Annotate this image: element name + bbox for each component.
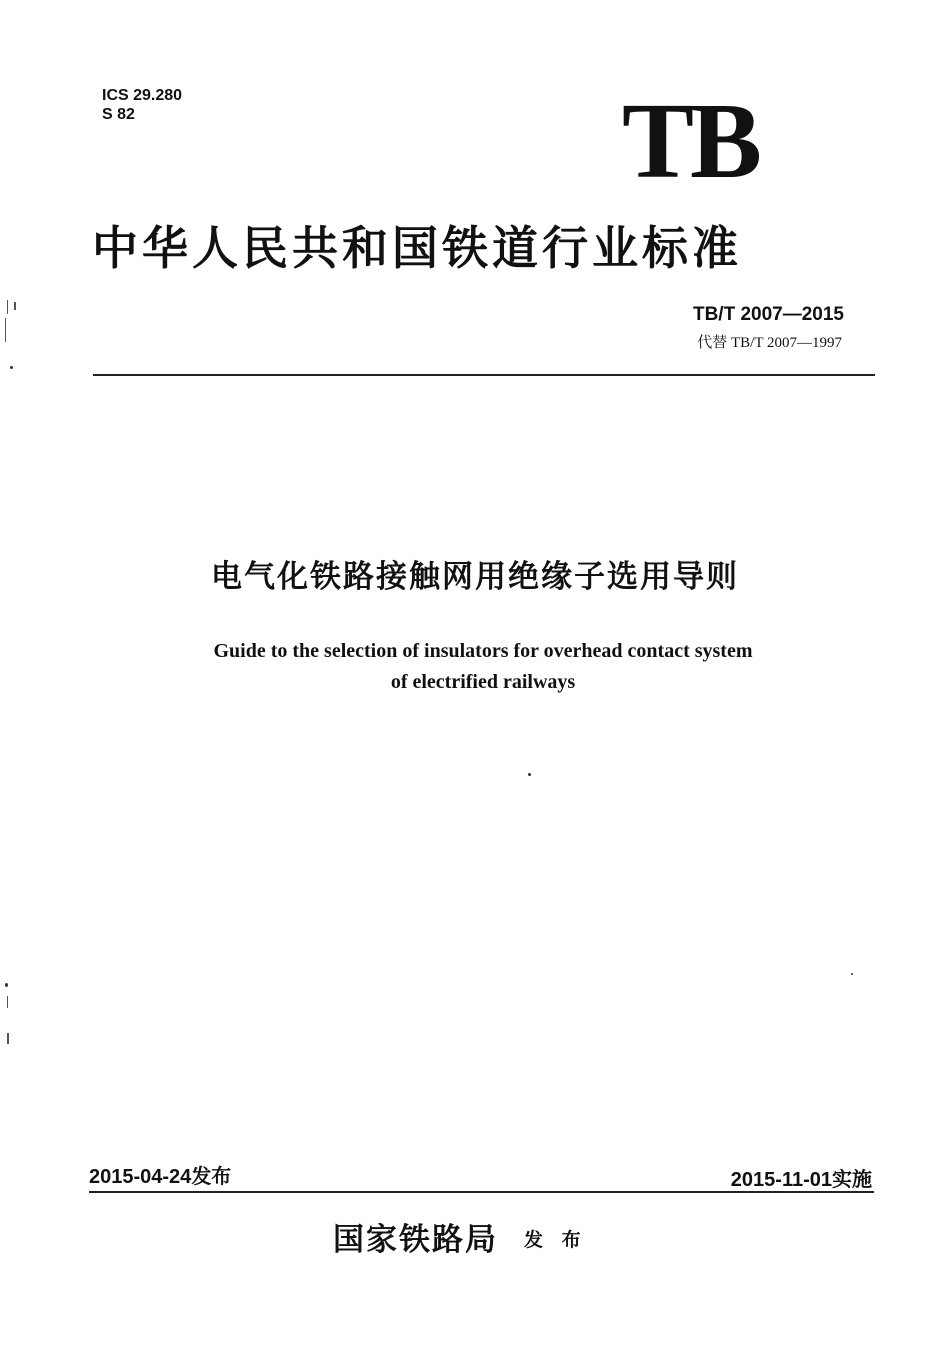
scan-edge-mark [7,1033,9,1044]
issue-date-label: 发布 [191,1166,232,1188]
scan-speck [851,973,853,975]
scan-edge-mark [5,318,6,342]
scan-speck [10,366,13,369]
scan-edge-mark [7,996,8,1008]
top-divider [93,374,875,376]
publisher-line [333,1220,587,1260]
implementation-date-value: 2015-11-01 [730,1169,832,1191]
scan-speck [528,773,531,776]
ics-code: ICS 29.280 [102,87,183,104]
bottom-divider [89,1191,874,1193]
implementation-date-label: 实施 [832,1169,872,1191]
standard-category-heading: 中华人民共和国铁道行业标准 [92,221,742,275]
classification-codes [102,86,182,124]
title-english-line-2: of electrified railways [390,671,576,693]
issue-date [89,1163,231,1191]
scan-edge-mark [14,302,16,310]
ccs-code: S 82 [102,106,135,123]
scan-edge-mark [7,300,8,314]
issue-date-value: 2015-04-24 [89,1166,192,1188]
title-english-line-1: Guide to the selection of insulators for overhead contact system [213,640,753,662]
standard-number: TB/T 2007—2015 [692,304,844,325]
standard-logo: TB [622,82,759,201]
document-title-chinese: 电气化铁路接触网用绝缘子选用导则 [211,559,739,595]
scan-speck [5,983,8,987]
publisher-action: 发 布 [524,1229,587,1251]
replaces-note: 代替 TB/T 2007—1997 [697,335,842,351]
implementation-date [731,1166,872,1194]
publisher-name: 国家铁路局 [333,1222,498,1258]
document-title-english [0,636,950,698]
